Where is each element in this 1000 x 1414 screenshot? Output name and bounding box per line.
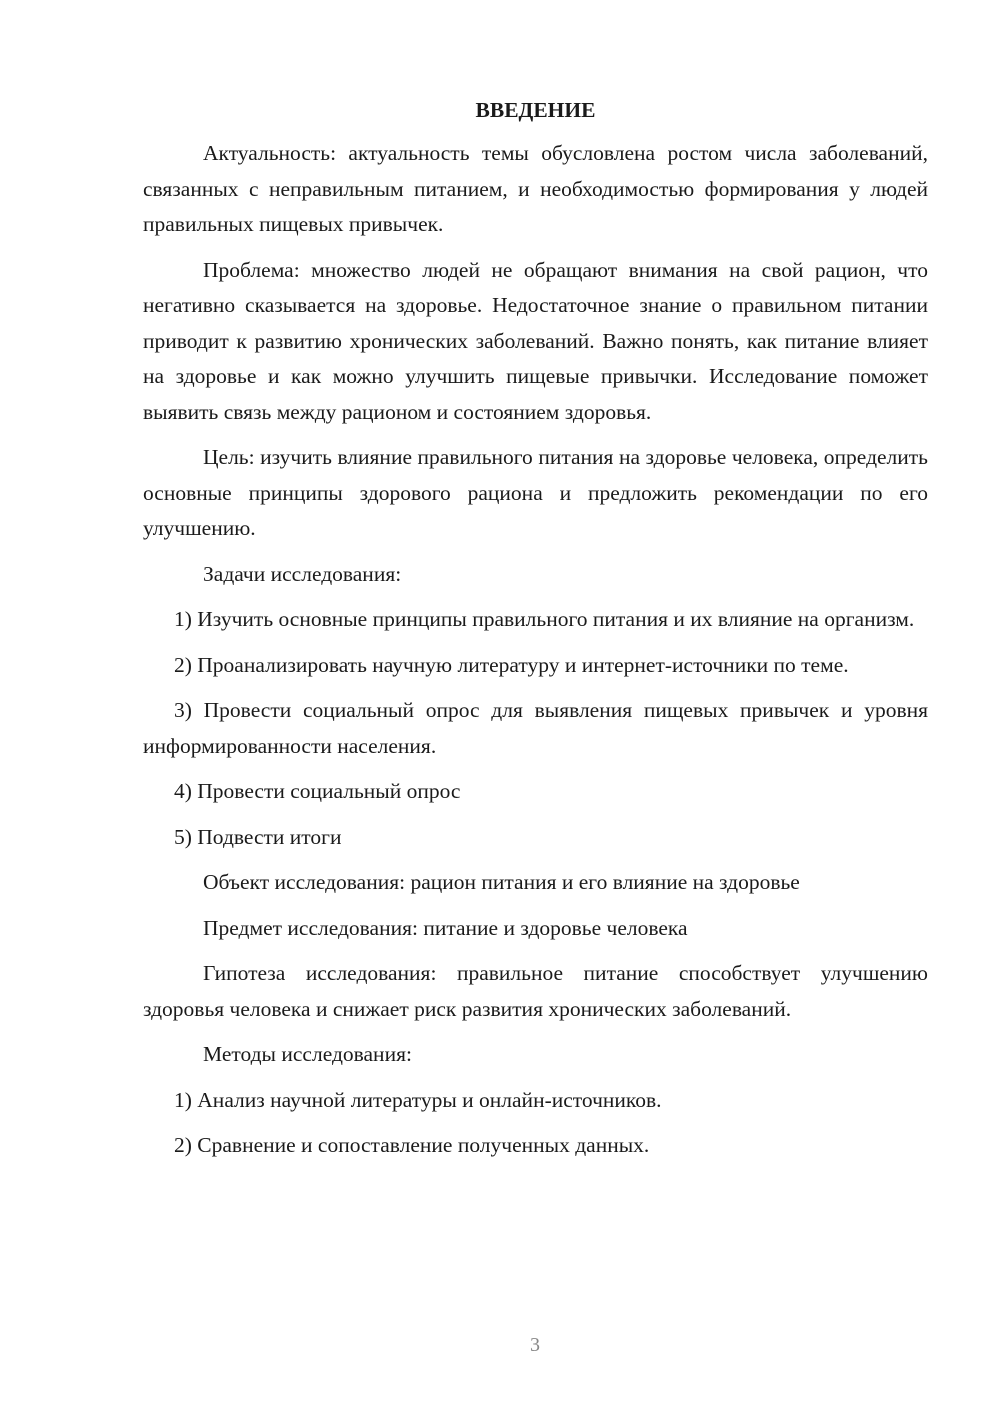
method-item: 2) Сравнение и сопоставление полученных данных.: [174, 1133, 650, 1157]
task-item: 4) Провести социальный опрос: [174, 779, 461, 803]
hypothesis-paragraph: Гипотеза исследования: правильное питание способствует улучшению здоровья человека и снижает риск развития хронических заболеваний.: [143, 961, 928, 1021]
methods-heading: Методы исследования:: [203, 1042, 412, 1066]
method-item: 1) Анализ научной литературы и онлайн-источников.: [174, 1087, 662, 1112]
task-item: 5) Подвести итоги: [174, 824, 342, 849]
relevance-paragraph: Актуальность: актуальность темы обусловлена ростом числа заболеваний, связанных с неправильным питанием, и необходимостью формирования у людей правильных пищевых привычек.: [143, 141, 928, 236]
section-title: ВВЕДЕНИЕ: [475, 98, 596, 122]
goal-paragraph: Цель: изучить влияние правильного питания на здоровье человека, определить основные принципы здорового рациона и предложить рекомендации по его улучшению.: [143, 445, 928, 540]
problem-paragraph: Проблема: множество людей не обращают внимания на свой рацион, что негативно сказывается на здоровье. Недостаточное знание о правильном питании приводит к развитию хронических заболеваний. Важно понять, как питание влияет на здоровье и как можно улучшить пищевые привычки. Исследование поможет выявить связь между рационом и состоянием здоровья.: [143, 257, 928, 424]
task-item: 3) Провести социальный опрос для выявления пищевых привычек и уровня информированности населения.: [143, 698, 928, 758]
object-paragraph: Объект исследования: рацион питания и его влияние на здоровье: [203, 870, 800, 894]
task-item: 2) Проанализировать научную литературу и интернет-источники по теме.: [174, 652, 849, 677]
document-page: [143, 90, 928, 1174]
task-item: 1) Изучить основные принципы правильного питания и их влияние на организм.: [174, 607, 915, 631]
tasks-heading: Задачи исследования:: [203, 561, 402, 586]
page-number: 3: [530, 1334, 540, 1356]
subject-paragraph: Предмет исследования: питание и здоровье человека: [203, 915, 688, 940]
